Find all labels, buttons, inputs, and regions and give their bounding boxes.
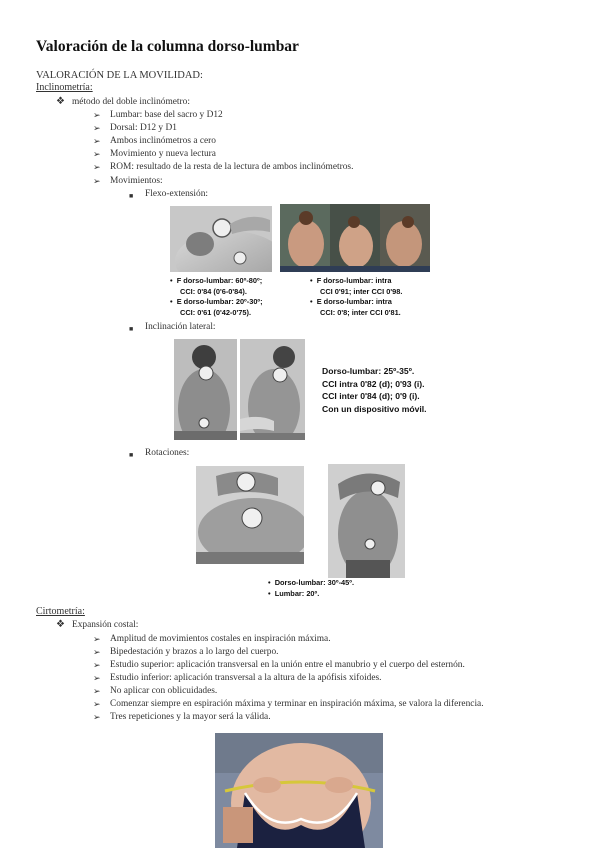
list-item: Dorsal: D12 y D1 — [110, 123, 177, 133]
diamond-bullet-icon: ❖ — [56, 619, 65, 630]
flexo-photo-left — [170, 206, 272, 272]
lateral-caption: Dorso-lumbar: 25º-35º. CCI intra 0'82 (d); 0'93 (i). CCI inter 0'84 (d); 0'9 (i). Con un dispositivo móvil. — [322, 366, 427, 414]
arrow-bullet-icon: ➢ — [93, 176, 101, 186]
list-item: No aplicar con oblicuidades. — [110, 686, 218, 696]
list-item: ROM: resultado de la resta de la lectura de ambos inclinómetros. — [110, 162, 354, 172]
section-heading: VALORACIÓN DE LA MOVILIDAD: — [36, 70, 203, 81]
list-item: Comenzar siempre en espiración máxima y terminar en inspiración máxima, se valora la diferencia. — [110, 699, 484, 709]
page-title: Valoración de la columna dorso-lumbar — [36, 38, 299, 55]
square-bullet-icon: ■ — [129, 325, 134, 333]
rotation-photo-left — [196, 466, 304, 564]
expansion-label: Expansión costal: — [72, 620, 139, 630]
inclinometria-label: Inclinometría: — [36, 82, 93, 93]
chest-expansion-photo — [215, 733, 383, 848]
arrow-bullet-icon: ➢ — [93, 634, 101, 644]
list-item: Movimiento y nueva lectura — [110, 149, 216, 159]
arrow-bullet-icon: ➢ — [93, 123, 101, 133]
arrow-bullet-icon: ➢ — [93, 110, 101, 120]
diamond-bullet-icon: ❖ — [56, 96, 65, 107]
arrow-bullet-icon: ➢ — [93, 162, 101, 172]
rotation-photo-right — [328, 464, 405, 578]
list-item: Estudio inferior: aplicación transversal a la altura de la apófisis xifoides. — [110, 673, 382, 683]
flexo-photo-right — [280, 204, 430, 272]
list-item: Tres repeticiones y la mayor será la válida. — [110, 712, 271, 722]
lateral-photo-right — [240, 339, 305, 440]
lateral-label: Inclinación lateral: — [145, 322, 216, 332]
list-item: Lumbar: base del sacro y D12 — [110, 110, 223, 120]
square-bullet-icon: ■ — [129, 451, 134, 459]
flexo-caption-left: • F dorso-lumbar: 60º-80º; CCI: 0'84 (0'6-0'84). • E dorso-lumbar: 20º-30º; CCI: 0'61 (0'42-0'75). — [170, 276, 263, 317]
arrow-bullet-icon: ➢ — [93, 712, 101, 722]
arrow-bullet-icon: ➢ — [93, 699, 101, 709]
cirtometria-label: Cirtometría: — [36, 606, 85, 617]
arrow-bullet-icon: ➢ — [93, 686, 101, 696]
list-item: Amplitud de movimientos costales en inspiración máxima. — [110, 634, 331, 644]
method-label: método del doble inclinómetro: — [72, 97, 190, 107]
list-item: Movimientos: — [110, 176, 163, 186]
arrow-bullet-icon: ➢ — [93, 149, 101, 159]
flexo-label: Flexo-extensión: — [145, 189, 209, 199]
arrow-bullet-icon: ➢ — [93, 673, 101, 683]
lateral-photo-left — [174, 339, 237, 440]
list-item: Estudio superior: aplicación transversal en la unión entre el manubrio y el cuerpo del esternón. — [110, 660, 465, 670]
list-item: Ambos inclinómetros a cero — [110, 136, 216, 146]
list-item: Bipedestación y brazos a lo largo del cuerpo. — [110, 647, 279, 657]
rotaciones-label: Rotaciones: — [145, 448, 190, 458]
arrow-bullet-icon: ➢ — [93, 136, 101, 146]
rotation-caption: • Dorso-lumbar: 30º-45º. • Lumbar: 20º. — [268, 578, 355, 598]
arrow-bullet-icon: ➢ — [93, 647, 101, 657]
square-bullet-icon: ■ — [129, 192, 134, 200]
arrow-bullet-icon: ➢ — [93, 660, 101, 670]
flexo-caption-right: • F dorso-lumbar: intra CCI 0'91; inter CCI 0'98. • E dorso-lumbar: intra CCI: 0'8; inter CCI 0'81. — [310, 276, 403, 317]
